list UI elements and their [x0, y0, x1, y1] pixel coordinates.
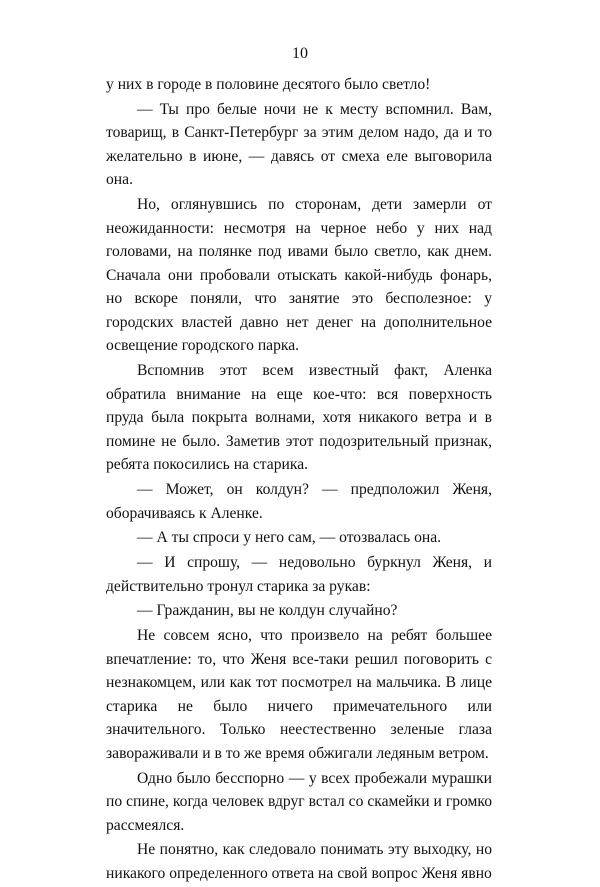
body-text — [106, 73, 492, 887]
paragraph: у них в городе в половине десятого было светло! — [106, 76, 431, 93]
paragraph: Одно было бесспорно — у всех пробежали мурашки по спине, когда человек вдруг встал со скамейки и громко рассмеялся. — [106, 769, 492, 834]
paragraph: Не совсем ясно, что произвело на ребят большее впечатление: то, что Женя все-таки решил поговорить с незнакомцем, или как тот посмотрел на мальчика. В лице старика не было ничего примечательного или значительного. Только неестественно зеленые глаза завораживали и в то же время обжигали ледяным ветром. — [106, 627, 492, 762]
paragraph: — Может, он колдун? — предположил Женя, оборачиваясь к Аленке. — [106, 481, 492, 522]
page-number: 10 — [292, 45, 308, 62]
paragraph: — И спрошу, — недовольно буркнул Женя, и действительно тронул старика за рукав: — [106, 554, 492, 595]
paragraph: — Ты про белые ночи не к месту вспомнил. Вам, товарищ, в Санкт-Петербург за этим делом надо, да и то желательно в июне, — давясь от смеха еле выговорила она. — [106, 100, 492, 189]
paragraph: Но, оглянувшись по сторонам, дети замерли от неожиданности: несмотря на черное небо у них над головами, на полянке под ивами было светло, как днем. Сначала они пробовали отыскать какой-нибудь фонарь, но вскоре поняли, что занятие это бесполезное: у городских властей давно нет денег на дополнительное освещение городского парка. — [106, 196, 492, 355]
paragraph: — А ты спроси у него сам, — отозвалась она. — [137, 529, 442, 547]
paragraph: Не понятно, как следовало понимать эту выходку, но никакого определенного ответа на свой вопрос Женя явно — [106, 841, 492, 882]
paragraph: — Гражданин, вы не колдун случайно? — [137, 602, 398, 620]
paragraph: Вспомнив этот всем известный факт, Аленка обратила внимание на еще кое-что: вся поверхность пруда была покрыта волнами, хотя никакого ветра и в помине не было. Заметив этот подозрительный признак, ребята покосились на старика. — [106, 362, 492, 474]
